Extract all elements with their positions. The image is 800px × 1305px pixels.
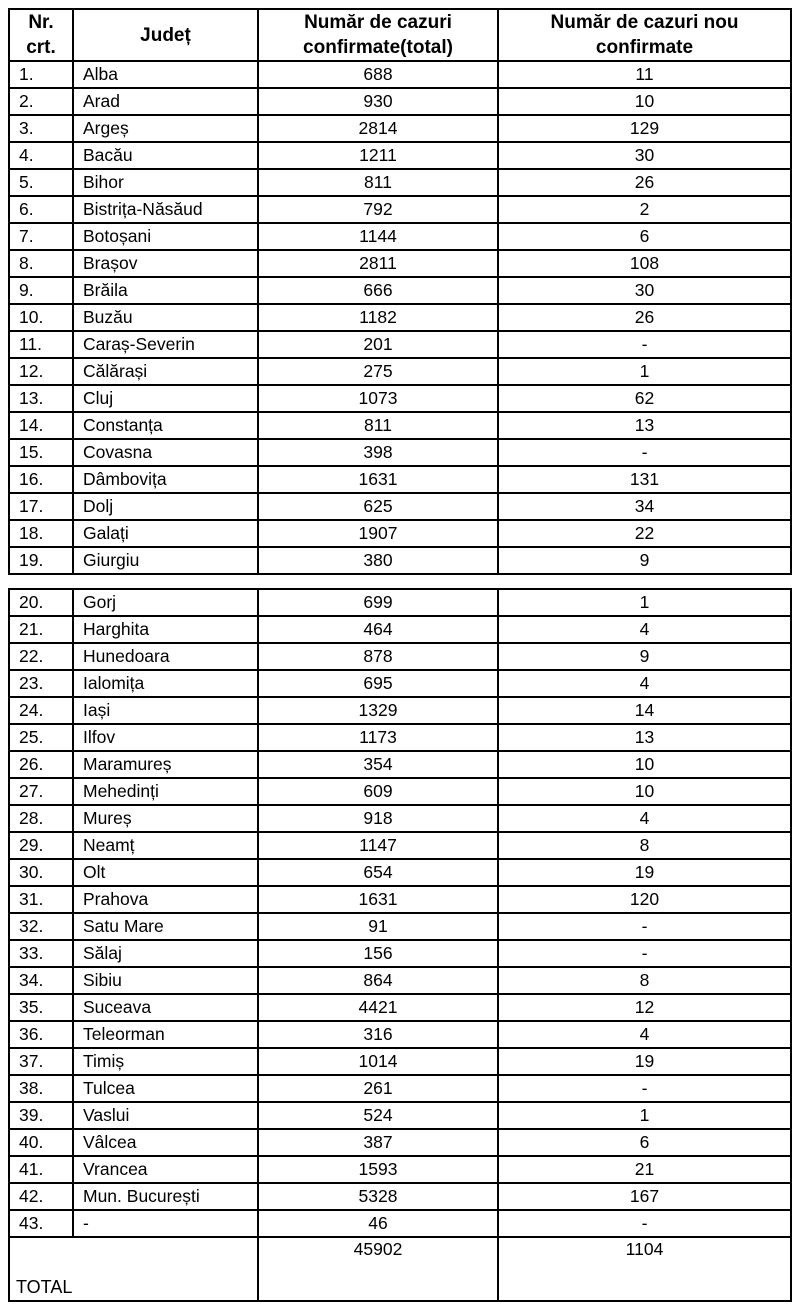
new-confirmed-cell: 131: [498, 466, 791, 493]
county-cell: Brașov: [73, 250, 258, 277]
confirmed-total-cell: 792: [258, 196, 498, 223]
row-number-cell: 26.: [9, 751, 73, 778]
table-row: [9, 88, 791, 115]
county-cell: Neamț: [73, 832, 258, 859]
table-row: [9, 169, 791, 196]
table-row: [9, 1048, 791, 1075]
new-confirmed-cell: 6: [498, 1129, 791, 1156]
new-confirmed-cell: 62: [498, 385, 791, 412]
row-number-cell: 5.: [9, 169, 73, 196]
row-number-cell: 1.: [9, 61, 73, 88]
county-cell: Galați: [73, 520, 258, 547]
county-cell: Buzău: [73, 304, 258, 331]
table-row: [9, 115, 791, 142]
new-confirmed-cell: 4: [498, 1021, 791, 1048]
new-confirmed-cell: 10: [498, 88, 791, 115]
confirmed-total-cell: 654: [258, 859, 498, 886]
confirmed-total-cell: 1073: [258, 385, 498, 412]
confirmed-total-cell: 398: [258, 439, 498, 466]
row-number-cell: 36.: [9, 1021, 73, 1048]
confirmed-total-cell: 1173: [258, 724, 498, 751]
row-number-cell: 41.: [9, 1156, 73, 1183]
county-cell: Bihor: [73, 169, 258, 196]
total-confirmed-cell: 45902: [258, 1237, 498, 1301]
row-number-cell: 27.: [9, 778, 73, 805]
county-cell: Constanța: [73, 412, 258, 439]
county-cell: Brăila: [73, 277, 258, 304]
new-confirmed-cell: 22: [498, 520, 791, 547]
county-cell: Tulcea: [73, 1075, 258, 1102]
county-cell: Ilfov: [73, 724, 258, 751]
confirmed-total-cell: 1014: [258, 1048, 498, 1075]
row-number-cell: 24.: [9, 697, 73, 724]
county-cell: Olt: [73, 859, 258, 886]
new-confirmed-cell: 30: [498, 142, 791, 169]
new-confirmed-cell: 8: [498, 967, 791, 994]
new-confirmed-cell: 2: [498, 196, 791, 223]
new-confirmed-cell: 10: [498, 751, 791, 778]
table-row: [9, 1102, 791, 1129]
table-row: [9, 616, 791, 643]
confirmed-total-cell: 5328: [258, 1183, 498, 1210]
row-number-cell: 37.: [9, 1048, 73, 1075]
table-row: [9, 439, 791, 466]
county-cell: Vaslui: [73, 1102, 258, 1129]
new-confirmed-cell: -: [498, 1210, 791, 1237]
header-new-confirmed: Număr de cazuri nou confirmate: [498, 9, 791, 61]
confirmed-total-cell: 811: [258, 412, 498, 439]
new-confirmed-cell: 26: [498, 304, 791, 331]
county-cell: Mureș: [73, 805, 258, 832]
confirmed-total-cell: 524: [258, 1102, 498, 1129]
table-row: [9, 196, 791, 223]
confirmed-total-cell: 275: [258, 358, 498, 385]
county-cell: Ialomița: [73, 670, 258, 697]
new-confirmed-cell: -: [498, 913, 791, 940]
county-cell: Dolj: [73, 493, 258, 520]
row-number-cell: 23.: [9, 670, 73, 697]
confirmed-total-cell: 1329: [258, 697, 498, 724]
confirmed-total-cell: 811: [258, 169, 498, 196]
county-cell: Gorj: [73, 589, 258, 616]
table-row: [9, 331, 791, 358]
table-row: [9, 61, 791, 88]
table-row: [9, 412, 791, 439]
table-row: [9, 466, 791, 493]
row-number-cell: 4.: [9, 142, 73, 169]
county-cell: Teleorman: [73, 1021, 258, 1048]
confirmed-total-cell: 4421: [258, 994, 498, 1021]
confirmed-total-cell: 316: [258, 1021, 498, 1048]
table-row: [9, 724, 791, 751]
new-confirmed-cell: -: [498, 331, 791, 358]
row-number-cell: 3.: [9, 115, 73, 142]
table-row: [9, 385, 791, 412]
table-row: [9, 886, 791, 913]
row-number-cell: 32.: [9, 913, 73, 940]
confirmed-total-cell: 91: [258, 913, 498, 940]
table-row: [9, 994, 791, 1021]
new-confirmed-cell: 1: [498, 1102, 791, 1129]
county-cell: Covasna: [73, 439, 258, 466]
confirmed-total-cell: 2811: [258, 250, 498, 277]
confirmed-total-cell: 609: [258, 778, 498, 805]
table-row: [9, 832, 791, 859]
row-number-cell: 21.: [9, 616, 73, 643]
table-row: [9, 1156, 791, 1183]
county-cell: Argeș: [73, 115, 258, 142]
county-cell: Giurgiu: [73, 547, 258, 574]
confirmed-total-cell: 878: [258, 643, 498, 670]
new-confirmed-cell: 14: [498, 697, 791, 724]
confirmed-total-cell: 464: [258, 616, 498, 643]
row-number-cell: 16.: [9, 466, 73, 493]
row-number-cell: 30.: [9, 859, 73, 886]
new-confirmed-cell: 9: [498, 547, 791, 574]
confirmed-total-cell: 1631: [258, 466, 498, 493]
table-row: [9, 142, 791, 169]
row-number-cell: 14.: [9, 412, 73, 439]
new-confirmed-cell: 108: [498, 250, 791, 277]
county-cell: Arad: [73, 88, 258, 115]
row-number-cell: 34.: [9, 967, 73, 994]
confirmed-total-cell: 1631: [258, 886, 498, 913]
confirmed-total-cell: 156: [258, 940, 498, 967]
table-row: [9, 1075, 791, 1102]
county-cell: Alba: [73, 61, 258, 88]
new-confirmed-cell: 26: [498, 169, 791, 196]
new-confirmed-cell: 1: [498, 358, 791, 385]
confirmed-total-cell: 699: [258, 589, 498, 616]
table-row: [9, 1183, 791, 1210]
table-row: [9, 1210, 791, 1237]
confirmed-total-cell: 1907: [258, 520, 498, 547]
row-number-cell: 6.: [9, 196, 73, 223]
county-cell: Mehedinți: [73, 778, 258, 805]
confirmed-total-cell: 380: [258, 547, 498, 574]
confirmed-total-cell: 1144: [258, 223, 498, 250]
table-row: [9, 805, 791, 832]
confirmed-total-cell: 387: [258, 1129, 498, 1156]
confirmed-total-cell: 1593: [258, 1156, 498, 1183]
county-cell: Vâlcea: [73, 1129, 258, 1156]
county-cell: Iași: [73, 697, 258, 724]
row-number-cell: 38.: [9, 1075, 73, 1102]
new-confirmed-cell: 21: [498, 1156, 791, 1183]
county-cell: Suceava: [73, 994, 258, 1021]
row-number-cell: 13.: [9, 385, 73, 412]
table-row: [9, 1129, 791, 1156]
new-confirmed-cell: 12: [498, 994, 791, 1021]
row-number-cell: 20.: [9, 589, 73, 616]
row-number-cell: 17.: [9, 493, 73, 520]
row-number-cell: 42.: [9, 1183, 73, 1210]
confirmed-total-cell: 261: [258, 1075, 498, 1102]
confirmed-total-cell: 2814: [258, 115, 498, 142]
new-confirmed-cell: 13: [498, 412, 791, 439]
confirmed-total-cell: 666: [258, 277, 498, 304]
table-row: [9, 697, 791, 724]
county-cell: Sibiu: [73, 967, 258, 994]
county-cell: Cluj: [73, 385, 258, 412]
table-row: [9, 520, 791, 547]
new-confirmed-cell: 19: [498, 859, 791, 886]
row-number-cell: 43.: [9, 1210, 73, 1237]
row-number-cell: 9.: [9, 277, 73, 304]
confirmed-total-cell: 201: [258, 331, 498, 358]
county-cell: Sălaj: [73, 940, 258, 967]
header-confirmed-total: Număr de cazuri confirmate(total): [258, 9, 498, 61]
county-cell: Vrancea: [73, 1156, 258, 1183]
table-row: [9, 250, 791, 277]
row-number-cell: 40.: [9, 1129, 73, 1156]
row-number-cell: 33.: [9, 940, 73, 967]
confirmed-total-cell: 354: [258, 751, 498, 778]
county-cell: Harghita: [73, 616, 258, 643]
county-cell: Prahova: [73, 886, 258, 913]
new-confirmed-cell: -: [498, 439, 791, 466]
row-number-cell: 35.: [9, 994, 73, 1021]
county-cell: Timiș: [73, 1048, 258, 1075]
cases-table-section-1: [8, 8, 792, 575]
table-row: [9, 967, 791, 994]
confirmed-total-cell: 695: [258, 670, 498, 697]
new-confirmed-cell: 4: [498, 670, 791, 697]
row-number-cell: 8.: [9, 250, 73, 277]
new-confirmed-cell: 30: [498, 277, 791, 304]
new-confirmed-cell: 11: [498, 61, 791, 88]
header-nr-crt: Nr. crt.: [9, 9, 73, 61]
total-new-confirmed-cell: 1104: [498, 1237, 791, 1301]
total-label: TOTAL: [9, 1237, 258, 1301]
confirmed-total-cell: 1182: [258, 304, 498, 331]
county-cell: Satu Mare: [73, 913, 258, 940]
table-row: [9, 547, 791, 574]
table-row: [9, 589, 791, 616]
new-confirmed-cell: -: [498, 1075, 791, 1102]
new-confirmed-cell: 4: [498, 616, 791, 643]
section-divider-gap: [8, 575, 792, 588]
total-row: [9, 1237, 791, 1301]
county-cell: Bacău: [73, 142, 258, 169]
header-row: [9, 9, 791, 61]
new-confirmed-cell: 129: [498, 115, 791, 142]
new-confirmed-cell: 13: [498, 724, 791, 751]
new-confirmed-cell: 9: [498, 643, 791, 670]
confirmed-total-cell: 46: [258, 1210, 498, 1237]
row-number-cell: 22.: [9, 643, 73, 670]
county-cell: Caraș-Severin: [73, 331, 258, 358]
new-confirmed-cell: 19: [498, 1048, 791, 1075]
new-confirmed-cell: 8: [498, 832, 791, 859]
row-number-cell: 12.: [9, 358, 73, 385]
county-cell: -: [73, 1210, 258, 1237]
table-row: [9, 277, 791, 304]
row-number-cell: 19.: [9, 547, 73, 574]
confirmed-total-cell: 1211: [258, 142, 498, 169]
table-row: [9, 778, 791, 805]
row-number-cell: 31.: [9, 886, 73, 913]
row-number-cell: 15.: [9, 439, 73, 466]
confirmed-total-cell: 918: [258, 805, 498, 832]
row-number-cell: 7.: [9, 223, 73, 250]
table-row: [9, 493, 791, 520]
confirmed-total-cell: 688: [258, 61, 498, 88]
table-row: [9, 358, 791, 385]
new-confirmed-cell: 1: [498, 589, 791, 616]
row-number-cell: 39.: [9, 1102, 73, 1129]
cases-table-section-2: [8, 588, 792, 1302]
confirmed-total-cell: 1147: [258, 832, 498, 859]
table-row: [9, 940, 791, 967]
new-confirmed-cell: 34: [498, 493, 791, 520]
county-cell: Hunedoara: [73, 643, 258, 670]
county-cell: Călărași: [73, 358, 258, 385]
row-number-cell: 11.: [9, 331, 73, 358]
table-row: [9, 643, 791, 670]
row-number-cell: 10.: [9, 304, 73, 331]
table-row: [9, 751, 791, 778]
confirmed-total-cell: 864: [258, 967, 498, 994]
new-confirmed-cell: 167: [498, 1183, 791, 1210]
table-row: [9, 859, 791, 886]
table-row: [9, 223, 791, 250]
row-number-cell: 25.: [9, 724, 73, 751]
county-cell: Botoșani: [73, 223, 258, 250]
confirmed-total-cell: 930: [258, 88, 498, 115]
confirmed-total-cell: 625: [258, 493, 498, 520]
county-cell: Dâmbovița: [73, 466, 258, 493]
row-number-cell: 2.: [9, 88, 73, 115]
new-confirmed-cell: 4: [498, 805, 791, 832]
county-cell: Bistrița-Năsăud: [73, 196, 258, 223]
county-cell: Maramureș: [73, 751, 258, 778]
new-confirmed-cell: 6: [498, 223, 791, 250]
row-number-cell: 29.: [9, 832, 73, 859]
county-cell: Mun. București: [73, 1183, 258, 1210]
header-judet: Județ: [73, 9, 258, 61]
row-number-cell: 18.: [9, 520, 73, 547]
new-confirmed-cell: 10: [498, 778, 791, 805]
new-confirmed-cell: 120: [498, 886, 791, 913]
table-row: [9, 1021, 791, 1048]
row-number-cell: 28.: [9, 805, 73, 832]
table-row: [9, 304, 791, 331]
table-row: [9, 913, 791, 940]
new-confirmed-cell: -: [498, 940, 791, 967]
table-row: [9, 670, 791, 697]
